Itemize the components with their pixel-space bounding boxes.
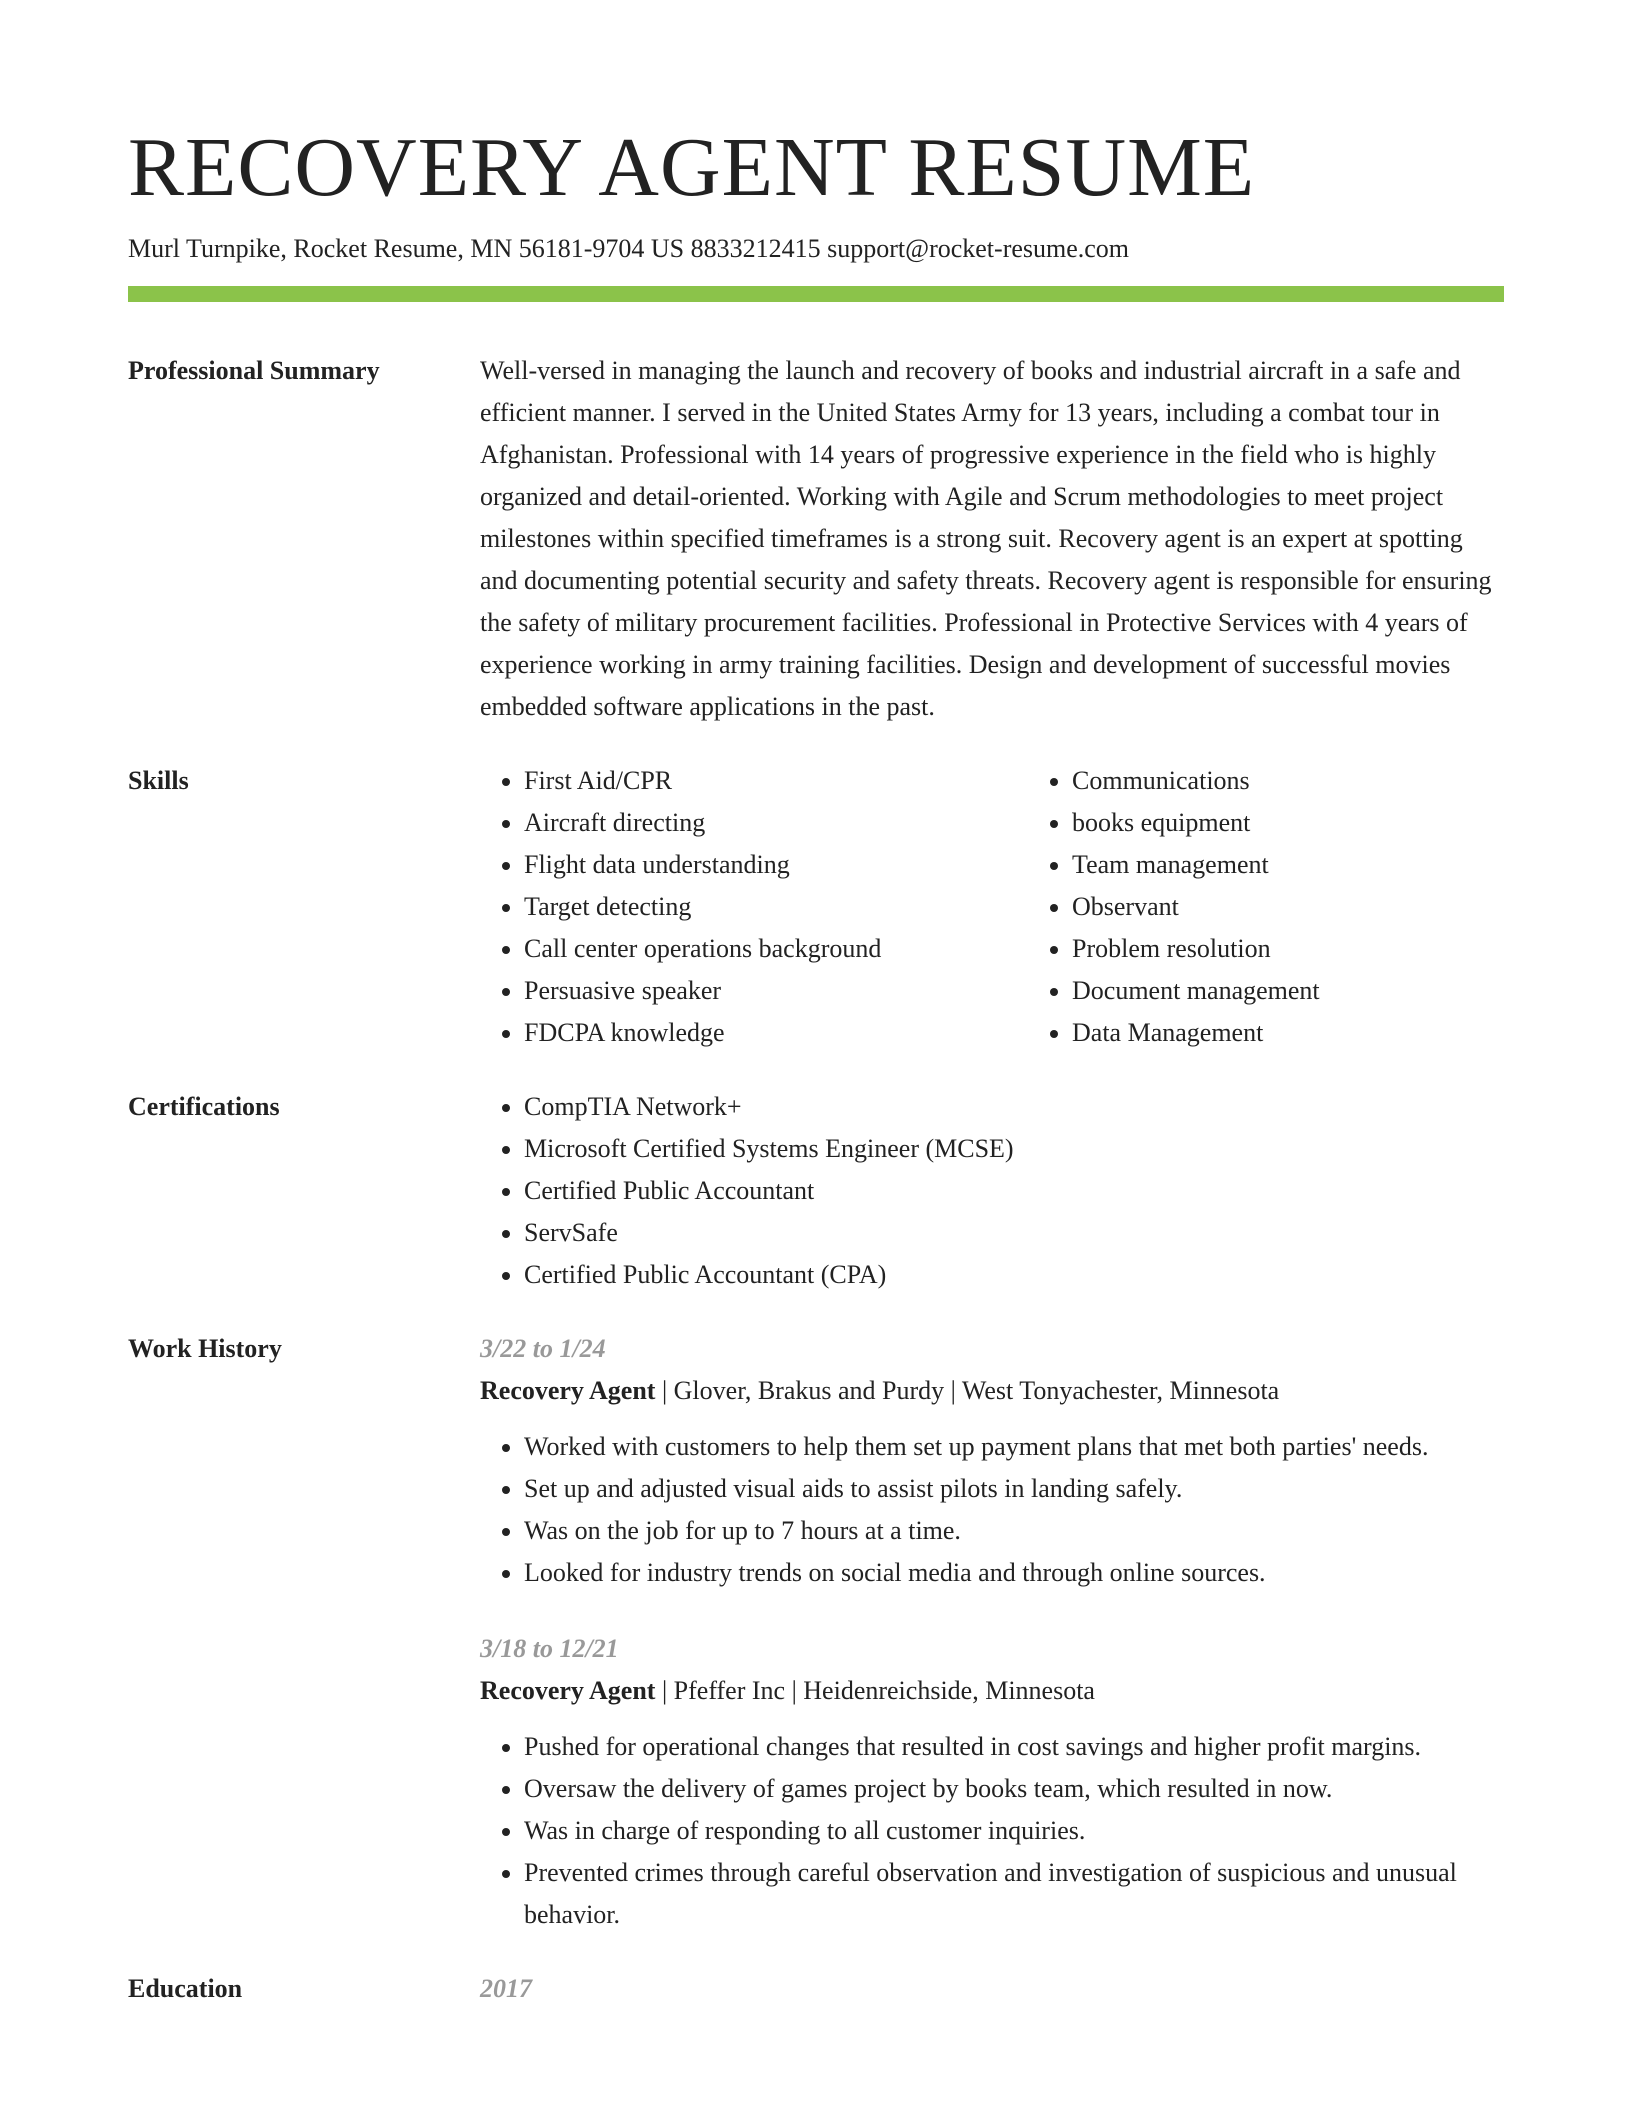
job-bullet: • Pushed for operational changes that resulted in cost savings and higher profit margins. — [524, 1726, 1504, 1768]
contact-line — [128, 230, 1129, 268]
job-location: West Tonyachester, Minnesota — [961, 1376, 1280, 1405]
job-separator: | — [661, 1376, 674, 1405]
skill-item: • Flight data understanding — [524, 844, 1028, 886]
job-dates: 3/18 to 12/21 — [480, 1634, 619, 1663]
skill-item: • Call center operations background — [524, 928, 1028, 970]
summary-body — [480, 350, 1504, 728]
skill-item: • Problem resolution — [1072, 928, 1576, 970]
education-label: Education — [128, 1974, 243, 2003]
skills-label: Skills — [128, 766, 189, 795]
resume-title: RECOVERY AGENT RESUME — [128, 121, 1256, 214]
job-title: Recovery Agent — [480, 1376, 656, 1405]
job-header — [480, 1370, 1504, 1412]
summary-text: Well-versed in managing the launch and recovery of books and industrial aircraft in a safe and efficient manner. I served in the United States Army for 13 years, including a combat tour in Afghanistan. Professional with 14 years of progressive experience in the field who is highly organized and detail-oriented. Working with Agile and Scrum methodologies to meet project milestones within specified timeframes is a strong suit. Recovery agent is an expert at spotting and documenting potential security and safety threats. Recovery agent is responsible for ensuring the safety of military procurement facilities. Professional in Protective Services with 4 years of experience working in army training facilities. Design and development of successful movies embedded software applications in the past. — [480, 356, 1492, 721]
certification-item: • Certified Public Accountant (CPA) — [524, 1254, 1504, 1296]
skill-item: • Observant — [1072, 886, 1576, 928]
job-separator: | — [661, 1676, 674, 1705]
header-divider — [128, 286, 1504, 302]
certification-item: • CompTIA Network+ — [524, 1086, 1504, 1128]
job-location: Heidenreichside, Minnesota — [803, 1676, 1095, 1705]
skill-item: • FDCPA knowledge — [524, 1012, 1028, 1054]
skill-item: • Persuasive speaker — [524, 970, 1028, 1012]
contact-address: Murl Turnpike, Rocket Resume, MN 56181-9704 US — [128, 234, 685, 263]
skill-item: • Communications — [1072, 760, 1576, 802]
work-history-body — [480, 1328, 1504, 1936]
skill-item: • Document management — [1072, 970, 1576, 1012]
job-company: Pfeffer Inc — [673, 1676, 786, 1705]
work-history-label: Work History — [128, 1334, 282, 1363]
skill-item: • First Aid/CPR — [524, 760, 1028, 802]
skills-section — [128, 760, 1504, 1054]
job-entry — [480, 1328, 1504, 1594]
certification-item: • Microsoft Certified Systems Engineer (MCSE) — [524, 1128, 1504, 1170]
skill-item: • Data Management — [1072, 1012, 1576, 1054]
summary-section — [128, 350, 1504, 728]
skills-list-left — [480, 760, 1028, 1054]
skill-item: • books equipment — [1072, 802, 1576, 844]
job-header — [480, 1670, 1504, 1712]
summary-label: Professional Summary — [128, 356, 380, 385]
education-dates: 2017 — [480, 1974, 532, 2003]
job-bullet: • Worked with customers to help them set up payment plans that met both parties' needs. — [524, 1426, 1504, 1468]
job-bullet: • Looked for industry trends on social media and through online sources. — [524, 1552, 1504, 1594]
job-bullet: • Prevented crimes through careful observation and investigation of suspicious and unusual behavior. — [524, 1852, 1504, 1936]
job-bullet: • Oversaw the delivery of games project by books team, which resulted in now. — [524, 1768, 1504, 1810]
job-bullet: • Was in charge of responding to all customer inquiries. — [524, 1810, 1504, 1852]
job-company: Glover, Brakus and Purdy — [673, 1376, 945, 1405]
skill-item: • Aircraft directing — [524, 802, 1028, 844]
job-bullets — [480, 1426, 1504, 1594]
job-separator: | — [791, 1676, 804, 1705]
job-bullet: • Set up and adjusted visual aids to assist pilots in landing safely. — [524, 1468, 1504, 1510]
skill-item: • Target detecting — [524, 886, 1028, 928]
resume-sections — [128, 350, 1504, 2042]
education-section — [128, 1968, 1504, 2010]
skill-item: • Team management — [1072, 844, 1576, 886]
certifications-list — [480, 1086, 1504, 1296]
certification-item: • ServSafe — [524, 1212, 1504, 1254]
contact-phone: 8833212415 — [690, 234, 821, 263]
certifications-section — [128, 1086, 1504, 1296]
contact-email: support@rocket-resume.com — [827, 234, 1130, 263]
skills-body — [480, 760, 1576, 1054]
certifications-body — [480, 1086, 1504, 1296]
work-history-section — [128, 1328, 1504, 1936]
job-bullet: • Was on the job for up to 7 hours at a time. — [524, 1510, 1504, 1552]
job-separator: | — [950, 1376, 962, 1405]
certifications-label: Certifications — [128, 1092, 280, 1121]
job-dates: 3/22 to 1/24 — [480, 1334, 606, 1363]
skills-list-right — [1028, 760, 1576, 1054]
job-bullets — [480, 1726, 1504, 1936]
certification-item: • Certified Public Accountant — [524, 1170, 1504, 1212]
job-title: Recovery Agent — [480, 1676, 656, 1705]
education-body — [480, 1968, 1504, 2010]
job-entry — [480, 1628, 1504, 1936]
